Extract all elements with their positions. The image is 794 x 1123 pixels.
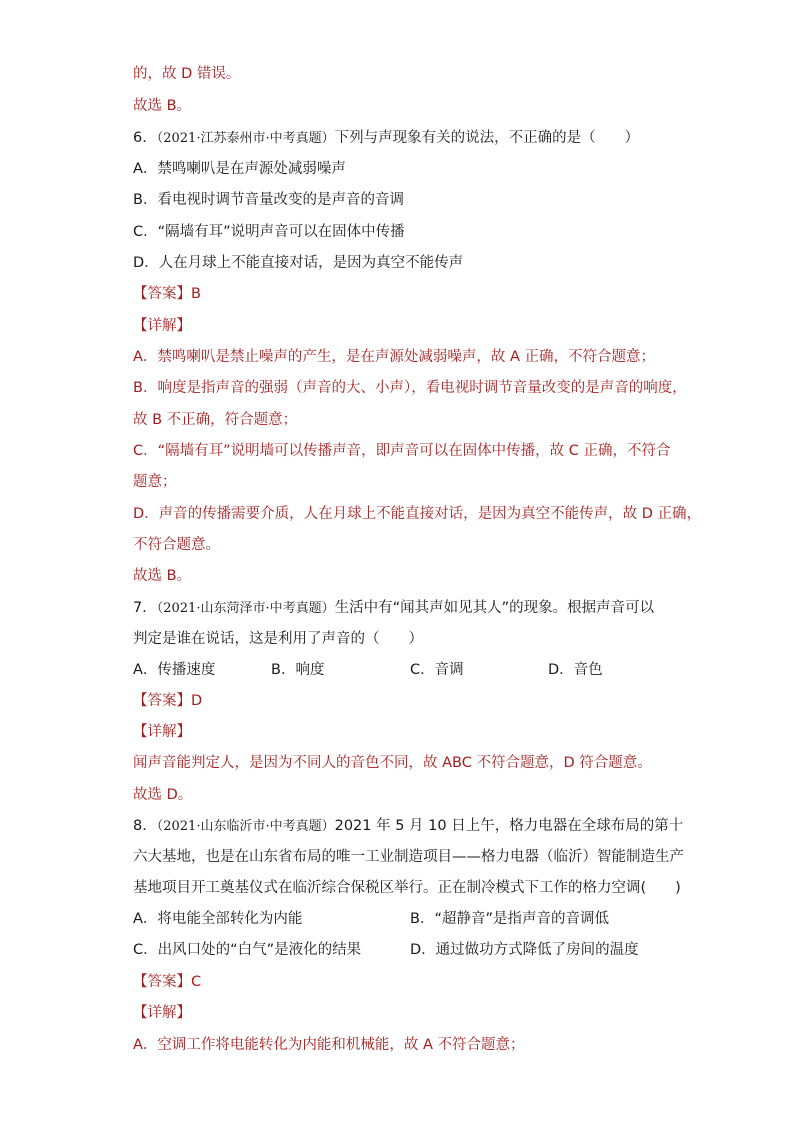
- detail-label: 【详解】: [133, 318, 191, 334]
- option-b: B．看电视时调节音量改变的是声音的音调: [133, 192, 404, 208]
- question-source: （2021·山东临沂市·中考真题）: [156, 819, 335, 834]
- question-source: （2021·江苏泰州市·中考真题）: [156, 131, 335, 146]
- detail-label: 【详解】: [133, 1005, 191, 1021]
- question-text: 生活中有“闻其声如见其人”的现象。根据声音可以: [334, 600, 655, 616]
- question-7-stem: [133, 598, 654, 619]
- answer-label: 【答案】D: [133, 693, 203, 709]
- option-c: C．音调: [410, 662, 464, 678]
- answer-label: 【答案】C: [133, 974, 202, 990]
- option-b: B．响度: [271, 662, 325, 678]
- explanation-line: C．“隔墙有耳”说明墙可以传播声音，即声音可以在固体中传播，故 C 正确，不符合: [133, 443, 671, 459]
- choice-line: 故选 D。: [133, 787, 193, 803]
- explanation-line: A．禁鸣喇叭是禁止噪声的产生，是在声源处减弱噪声，故 A 正确，不符合题意；: [133, 349, 656, 365]
- choice-line: 故选 B。: [133, 568, 192, 584]
- option-c: C．“隔墙有耳”说明声音可以在固体中传播: [133, 224, 405, 240]
- explanation-line: D．声音的传播需要介质，人在月球上不能直接对话，是因为真空不能传声，故 D 正确，: [133, 506, 702, 522]
- question-number: 7．: [133, 600, 157, 616]
- option-b: B．“超静音”是指声音的音调低: [410, 911, 609, 927]
- question-source: （2021·山东菏泽市·中考真题）: [156, 601, 335, 616]
- option-c: C．出风口处的“白气”是液化的结果: [133, 942, 362, 958]
- text-line: 故选 B。: [133, 98, 192, 114]
- question-6-stem: [133, 128, 639, 149]
- text-line: 的，故 D 错误。: [133, 66, 241, 82]
- question-number: 8．: [133, 818, 157, 834]
- option-d: D．通过做功方式降低了房间的温度: [410, 942, 639, 958]
- option-a: A．将电能全部转化为内能: [133, 911, 303, 927]
- detail-label: 【详解】: [133, 724, 191, 740]
- question-number: 6．: [133, 130, 157, 146]
- explanation-line: 故 B 不正确，符合题意；: [133, 412, 298, 428]
- explanation-line: 不符合题意。: [133, 537, 220, 553]
- question-text: 基地项目开工奠基仪式在临沂综合保税区举行。正在制冷模式下工作的格力空调( ): [133, 880, 681, 896]
- question-text: 六大基地，也是在山东省布局的唯一工业制造项目——格力电器（临沂）智能制造生产: [133, 849, 684, 865]
- explanation-line: 闻声音能判定人，是因为不同人的音色不同，故 ABC 不符合题意，D 符合题意。: [133, 755, 652, 771]
- question-text: 2021 年 5 月 10 日上午，格力电器在全球布局的第十: [334, 818, 684, 834]
- question-text: 下列与声现象有关的说法，不正确的是（ ）: [334, 130, 640, 146]
- option-a: A．传播速度: [133, 662, 216, 678]
- option-d: D．人在月球上不能直接对话，是因为真空不能传声: [133, 255, 464, 271]
- option-a: A．禁鸣喇叭是在声源处减弱噪声: [133, 161, 346, 177]
- question-text: 判定是谁在说话，这是利用了声音的（ ）: [133, 631, 423, 647]
- explanation-line: A．空调工作将电能转化为内能和机械能，故 A 不符合题意；: [133, 1037, 525, 1053]
- option-d: D．音色: [548, 662, 603, 678]
- question-8-stem: [133, 816, 683, 837]
- answer-label: 【答案】B: [133, 286, 201, 302]
- explanation-line: 题意；: [133, 474, 177, 490]
- explanation-line: B．响度是指声音的强弱（声音的大、小声），看电视时调节音量改变的是声音的响度，: [133, 380, 687, 396]
